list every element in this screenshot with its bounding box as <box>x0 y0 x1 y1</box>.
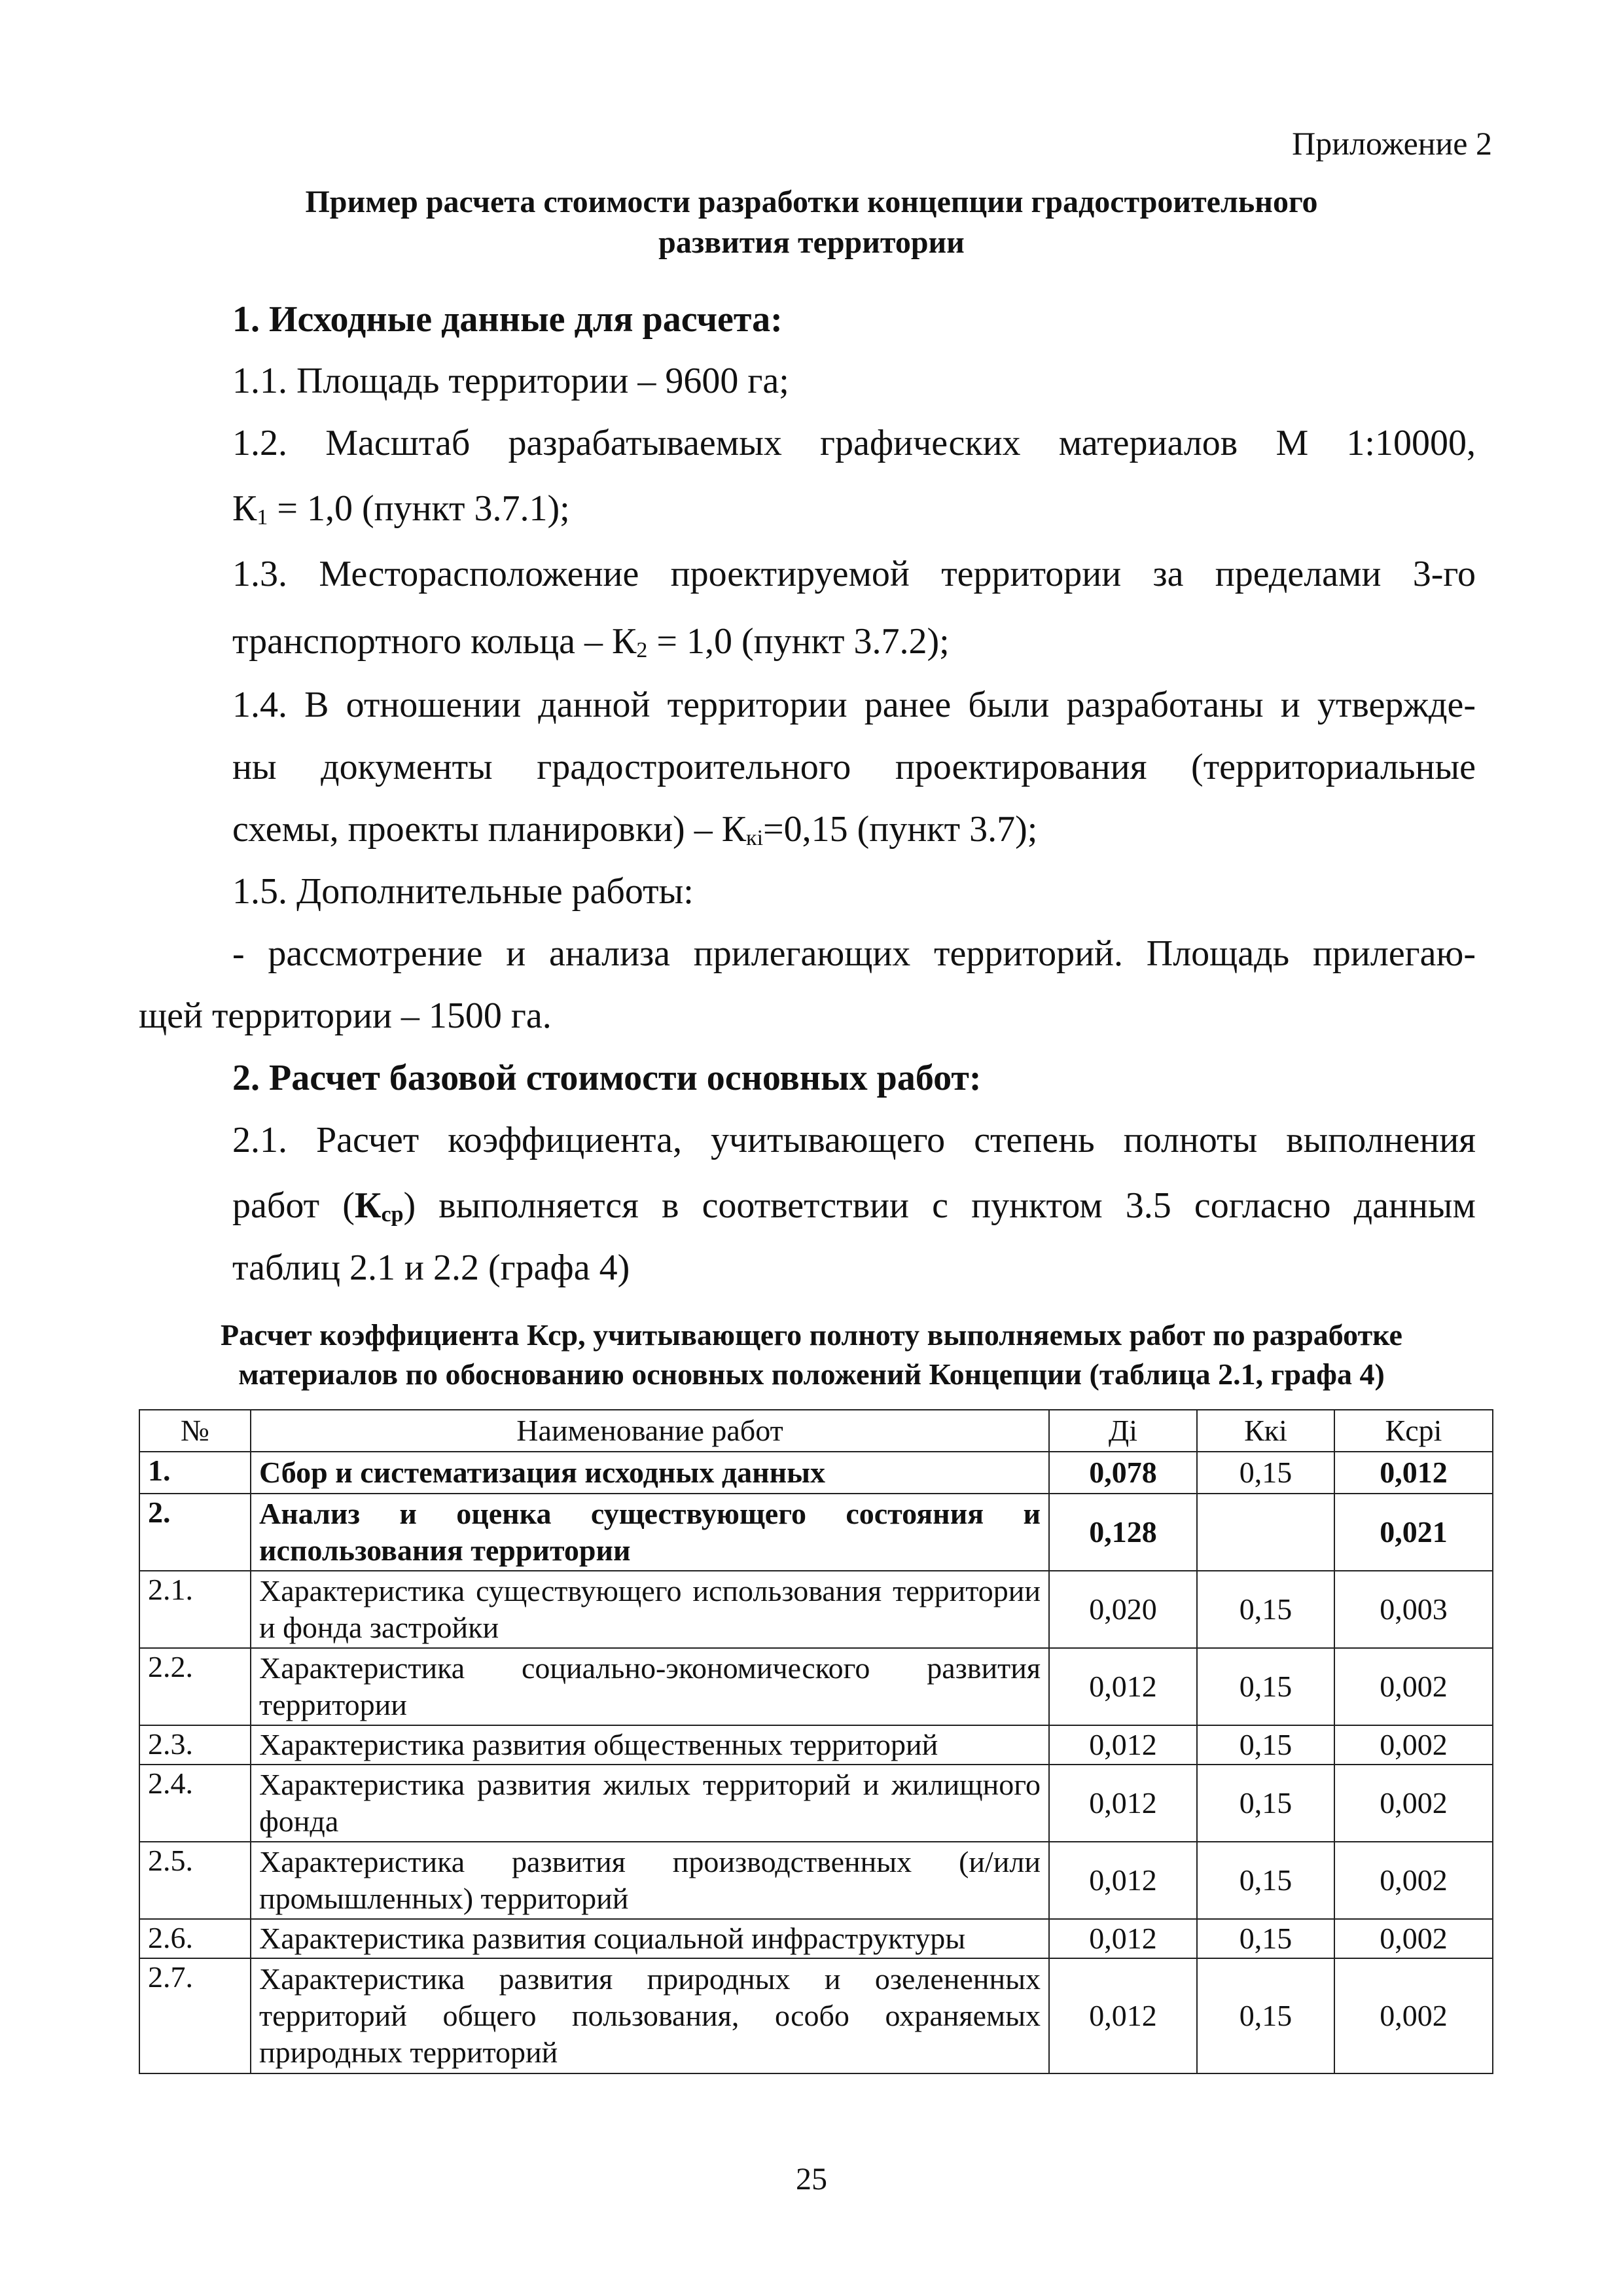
table-caption <box>131 1316 1492 1394</box>
row-number: 2.2. <box>139 1648 251 1725</box>
row-kcri: 0,002 <box>1334 1765 1493 1842</box>
row-di: 0,012 <box>1049 1648 1197 1725</box>
row-kki: 0,15 <box>1197 1452 1334 1494</box>
table-row <box>139 1765 1493 1842</box>
row-di: 0,128 <box>1049 1494 1197 1571</box>
table-row <box>139 1958 1493 2073</box>
row-work-name: Характеристика существующего использования территории и фонда застройки <box>251 1571 1049 1648</box>
row-number: 2.6. <box>139 1919 251 1958</box>
header-kki: Ккi <box>1197 1410 1334 1452</box>
item-1-5-bullet-line-1: - рассмотрение и анализа прилегающих территорий. Площадь прилегаю- <box>232 933 1476 974</box>
table-row <box>139 1842 1493 1919</box>
table-row <box>139 1648 1493 1725</box>
row-kki: 0,15 <box>1197 1919 1334 1958</box>
row-kki <box>1197 1494 1334 1571</box>
item-2-1-line-2 <box>232 1185 1476 1227</box>
k1-symbol: К <box>232 488 257 529</box>
k2-value: = 1,0 (пункт 3.7.2); <box>647 621 950 662</box>
row-di: 0,012 <box>1049 1842 1197 1919</box>
k2-text: транспортного кольца – К <box>232 621 637 662</box>
row-work-name: Сбор и систематизация исходных данных <box>251 1452 1049 1494</box>
row-work-name: Характеристика развития жилых территорий и жилищного фонда <box>251 1765 1049 1842</box>
row-work-name: Характеристика развития общественных территорий <box>251 1725 1049 1765</box>
kcr-intro: работ ( <box>232 1185 355 1226</box>
k2-subscript: 2 <box>636 638 648 662</box>
row-kki: 0,15 <box>1197 1648 1334 1725</box>
row-kki: 0,15 <box>1197 1725 1334 1765</box>
section-2-heading: 2. Расчет базовой стоимости основных работ: <box>232 1058 982 1098</box>
kcr-symbol: К <box>354 1185 382 1226</box>
kcr-table <box>139 1409 1493 2074</box>
header-kcri: Кcрi <box>1334 1410 1493 1452</box>
kki-text: схемы, проекты планировки) – К <box>232 809 747 850</box>
row-kcri: 0,002 <box>1334 1958 1493 2073</box>
item-2-1-line-3: таблиц 2.1 и 2.2 (графа 4) <box>232 1247 630 1288</box>
row-work-name: Характеристика развития социальной инфраструктуры <box>251 1919 1049 1958</box>
row-di: 0,012 <box>1049 1958 1197 2073</box>
page-title-line-2: развития территории <box>658 225 965 260</box>
row-number: 2.1. <box>139 1571 251 1648</box>
item-1-2-line-1: 1.2. Масштаб разрабатываемых графических материалов М 1:10000, <box>232 423 1476 463</box>
table-caption-line-2: материалов по обоснованию основных положений Концепции (таблица 2.1, графа 4) <box>238 1357 1385 1391</box>
row-kcri: 0,002 <box>1334 1842 1493 1919</box>
row-kcri: 0,021 <box>1334 1494 1493 1571</box>
row-di: 0,020 <box>1049 1571 1197 1648</box>
page-title <box>196 182 1427 263</box>
row-work-name: Характеристика развития производственных (и/или промышленных) территорий <box>251 1842 1049 1919</box>
appendix-label: Приложение 2 <box>1292 125 1492 162</box>
item-1-4-line-3 <box>232 808 1037 851</box>
item-1-4-line-1: 1.4. В отношении данной территории ранее были разработаны и утвержде- <box>232 685 1476 725</box>
row-di: 0,012 <box>1049 1765 1197 1842</box>
row-di: 0,012 <box>1049 1725 1197 1765</box>
table-caption-line-1: Расчет коэффициента Кср, учитывающего полноту выполняемых работ по разработке <box>221 1318 1402 1352</box>
item-1-3-line-2 <box>232 620 950 663</box>
section-1-heading: 1. Исходные данные для расчета: <box>232 299 783 340</box>
row-number: 2. <box>139 1494 251 1571</box>
kki-subscript: кі <box>746 826 764 850</box>
page-title-line-1: Пример расчета стоимости разработки концепции градостроительного <box>305 185 1318 219</box>
header-number: № <box>139 1410 251 1452</box>
item-1-5-bullet-line-2: щей территории – 1500 га. <box>139 996 552 1036</box>
row-work-name: Характеристика социально-экономического развития территории <box>251 1648 1049 1725</box>
row-kcri: 0,002 <box>1334 1919 1493 1958</box>
row-di: 0,012 <box>1049 1919 1197 1958</box>
row-work-name: Анализ и оценка существующего состояния и использования территории <box>251 1494 1049 1571</box>
row-number: 2.4. <box>139 1765 251 1842</box>
row-di: 0,078 <box>1049 1452 1197 1494</box>
table-row <box>139 1494 1493 1571</box>
header-work-name: Наименование работ <box>251 1410 1049 1452</box>
table-row <box>139 1571 1493 1648</box>
item-1-2-line-2 <box>232 488 570 530</box>
header-di: Дi <box>1049 1410 1197 1452</box>
row-work-name: Характеристика развития природных и озелененных территорий общего пользования, особо охраняемых природных территорий <box>251 1958 1049 2073</box>
item-1-3-line-1: 1.3. Месторасположение проектируемой территории за пределами 3-го <box>232 554 1476 594</box>
k1-subscript: 1 <box>257 505 268 529</box>
page-number: 25 <box>796 2162 827 2197</box>
row-kki: 0,15 <box>1197 1842 1334 1919</box>
table-header-row <box>139 1410 1493 1452</box>
row-kki: 0,15 <box>1197 1571 1334 1648</box>
k1-value: = 1,0 (пункт 3.7.1); <box>268 488 570 529</box>
item-1-5: 1.5. Дополнительные работы: <box>232 871 694 912</box>
item-2-1-line-1: 2.1. Расчет коэффициента, учитывающего степень полноты выполнения <box>232 1120 1476 1160</box>
item-1-1: 1.1. Площадь территории – 9600 га; <box>232 361 789 401</box>
table-row <box>139 1452 1493 1494</box>
row-kcri: 0,003 <box>1334 1571 1493 1648</box>
row-kki: 0,15 <box>1197 1765 1334 1842</box>
row-number: 2.5. <box>139 1842 251 1919</box>
row-number: 2.3. <box>139 1725 251 1765</box>
item-1-4-line-2: ны документы градостроительного проектирования (территориальные <box>232 747 1476 787</box>
row-number: 2.7. <box>139 1958 251 2073</box>
table-row <box>139 1919 1493 1958</box>
row-number: 1. <box>139 1452 251 1494</box>
table-row <box>139 1725 1493 1765</box>
kcr-text: ) выполняется в соответствии с пунктом 3.5 согласно данным <box>403 1185 1476 1226</box>
kcr-subscript: ср <box>381 1202 404 1227</box>
row-kcri: 0,012 <box>1334 1452 1493 1494</box>
row-kcri: 0,002 <box>1334 1648 1493 1725</box>
kki-value: =0,15 (пункт 3.7); <box>763 809 1038 850</box>
row-kcri: 0,002 <box>1334 1725 1493 1765</box>
row-kki: 0,15 <box>1197 1958 1334 2073</box>
